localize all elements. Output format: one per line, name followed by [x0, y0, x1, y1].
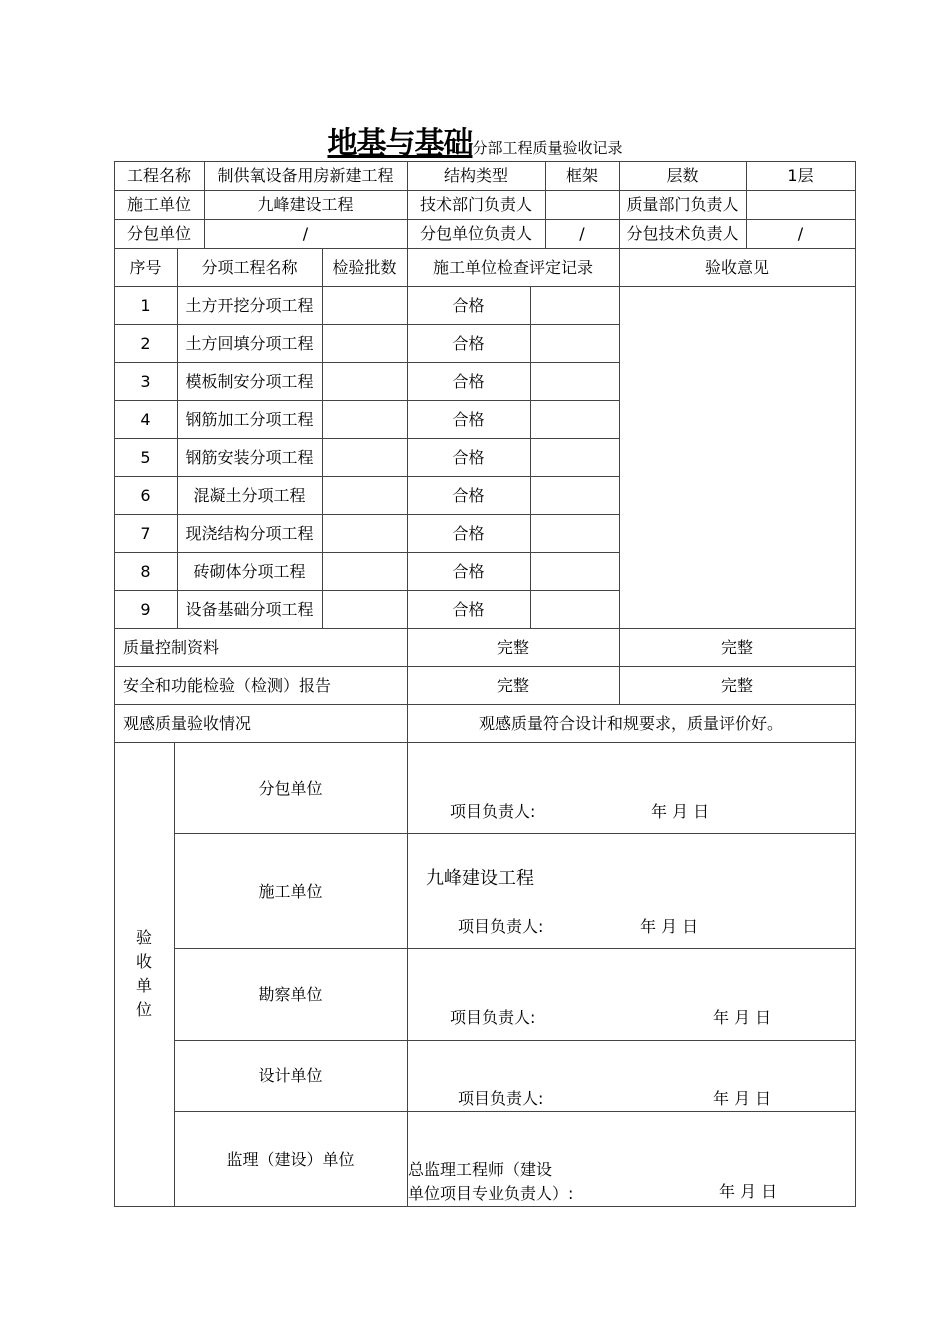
item-no: 2	[140, 334, 151, 353]
item-name: 砖砌体分项工程	[193, 562, 306, 581]
side-char: 位	[135, 1000, 152, 1019]
unit-label-supervisor: 监理（建设）单位	[226, 1150, 355, 1169]
floors-label: 层数	[666, 166, 699, 185]
side-char: 验	[135, 928, 152, 947]
unit-person-label: 项目负责人:	[458, 917, 544, 936]
col-batches: 检验批数	[332, 258, 397, 277]
col-no: 序号	[129, 258, 162, 277]
quality-docs-opinion: 完整	[720, 638, 753, 657]
unit-label-contractor: 施工单位	[258, 882, 323, 901]
floors-value: 1层	[787, 166, 814, 185]
unit-company: 九峰建设工程	[426, 868, 534, 889]
item-result: 合格	[452, 486, 485, 505]
side-char: 单	[135, 976, 152, 995]
unit-person-label: 项目负责人:	[458, 1089, 544, 1108]
unit-date: 年 月 日	[713, 1008, 772, 1027]
item-result: 合格	[452, 562, 485, 581]
structure-type-label: 结构类型	[443, 166, 508, 185]
sub-tech-label: 分包技术负责人	[626, 224, 739, 243]
item-name: 模板制安分项工程	[185, 372, 314, 391]
sub-head-value: /	[579, 224, 585, 243]
item-name: 土方回填分项工程	[185, 334, 314, 353]
appearance-text: 观感质量符合设计和规要求，质量评价好。	[478, 714, 783, 733]
side-char: 收	[135, 952, 152, 971]
title-main: 地基与基础	[327, 126, 473, 161]
quality-docs-check: 完整	[496, 638, 529, 657]
unit-label-subcontractor: 分包单位	[258, 779, 323, 798]
item-name: 土方开挖分项工程	[185, 296, 314, 315]
col-opinion: 验收意见	[704, 258, 769, 277]
item-result: 合格	[452, 524, 485, 543]
safety-report-opinion: 完整	[720, 676, 753, 695]
unit-date: 年 月 日	[713, 1089, 772, 1108]
item-result: 合格	[452, 296, 485, 315]
sub-head-label: 分包单位负责人	[419, 224, 532, 243]
item-no: 6	[140, 486, 151, 505]
item-result: 合格	[452, 448, 485, 467]
structure-type-value: 框架	[565, 166, 598, 185]
contractor-label: 施工单位	[126, 195, 191, 214]
item-no: 5	[140, 448, 151, 467]
sub-tech-value: /	[797, 224, 804, 243]
project-name-label: 工程名称	[126, 166, 191, 185]
item-name: 钢筋加工分项工程	[185, 410, 314, 429]
quality-docs-label: 质量控制资料	[123, 638, 220, 657]
subcontractor-label: 分包单位	[126, 224, 191, 243]
quality-dept-label: 质量部门负责人	[626, 195, 739, 214]
unit-person-label: 项目负责人:	[450, 1008, 536, 1027]
project-name-value: 制供氧设备用房新建工程	[217, 166, 394, 185]
unit-date: 年 月 日	[719, 1182, 778, 1201]
item-result: 合格	[452, 334, 485, 353]
title-sub: 分部工程质量验收记录	[472, 139, 623, 157]
acceptance-side-label	[134, 926, 154, 1022]
item-name: 钢筋安装分项工程	[185, 448, 314, 467]
item-no: 7	[140, 524, 151, 543]
tech-dept-label: 技术部门负责人	[419, 195, 532, 214]
contractor-value: 九峰建设工程	[257, 195, 354, 214]
item-no: 9	[140, 600, 151, 619]
subcontractor-value: /	[302, 224, 309, 243]
document-title	[0, 118, 950, 162]
safety-report-label: 安全和功能检验（检测）报告	[123, 676, 332, 695]
item-no: 8	[140, 562, 151, 581]
item-name: 现浇结构分项工程	[185, 524, 314, 543]
col-item-name: 分项工程名称	[201, 258, 298, 277]
item-name: 混凝土分项工程	[193, 486, 306, 505]
item-no: 3	[140, 372, 151, 391]
item-result: 合格	[452, 410, 485, 429]
unit-label-design: 设计单位	[258, 1066, 323, 1085]
unit-date: 年 月 日	[640, 917, 699, 936]
safety-report-check: 完整	[496, 676, 529, 695]
appearance-label: 观感质量验收情况	[123, 714, 252, 733]
item-no: 1	[140, 296, 151, 315]
item-result: 合格	[452, 372, 485, 391]
item-no: 4	[140, 410, 151, 429]
unit-label-survey: 勘察单位	[258, 985, 323, 1004]
unit-date: 年 月 日	[651, 802, 710, 821]
item-name: 设备基础分项工程	[185, 600, 314, 619]
unit-person-label-line2: 单位项目专业负责人）:	[408, 1184, 574, 1203]
item-result: 合格	[452, 600, 485, 619]
unit-person-label: 项目负责人:	[450, 802, 536, 821]
col-check: 施工单位检查评定记录	[432, 258, 593, 277]
unit-person-label-line1: 总监理工程师（建设	[408, 1160, 553, 1179]
